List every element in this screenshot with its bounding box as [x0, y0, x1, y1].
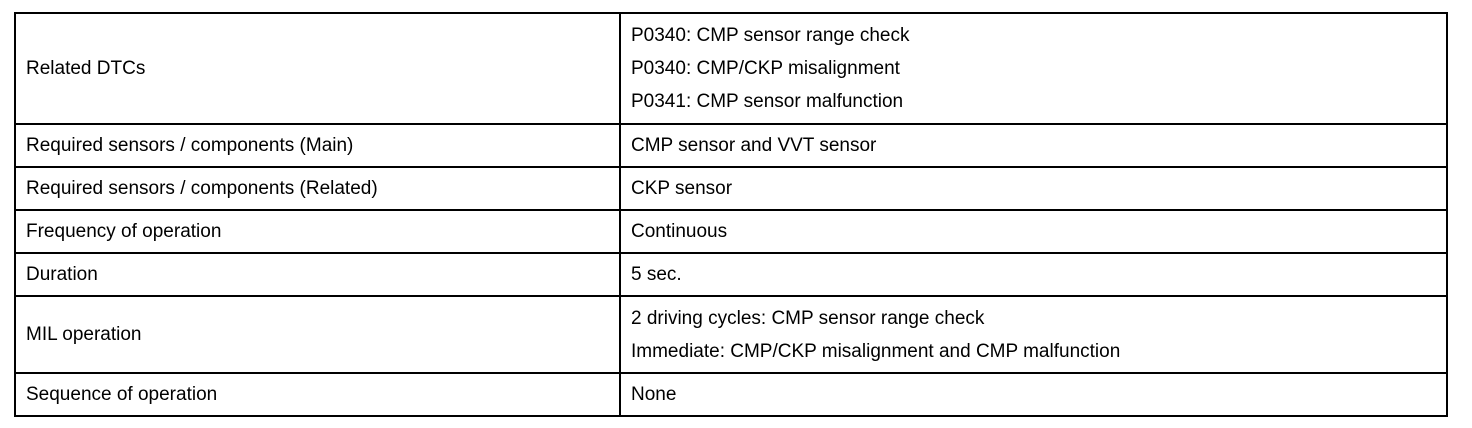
table-row	[15, 373, 1447, 416]
value-line: P0340: CMP sensor range check	[631, 25, 910, 46]
table-row	[15, 253, 1447, 296]
monitor-spec-table	[14, 12, 1448, 417]
row-value	[620, 13, 1447, 124]
value-line: None	[631, 384, 677, 405]
row-value	[620, 373, 1447, 416]
row-label: Related DTCs	[15, 13, 620, 124]
table-row	[15, 210, 1447, 253]
row-label: MIL operation	[15, 296, 620, 373]
table-row	[15, 296, 1447, 373]
row-label: Duration	[15, 253, 620, 296]
row-label: Required sensors / components (Related)	[15, 167, 620, 210]
value-line: Immediate: CMP/CKP misalignment and CMP malfunction	[631, 340, 1121, 362]
table-row	[15, 13, 1447, 124]
value-line: P0341: CMP sensor malfunction	[631, 91, 904, 112]
row-value	[620, 296, 1447, 373]
row-value	[620, 210, 1447, 253]
row-label: Required sensors / components (Main)	[15, 124, 620, 167]
row-value	[620, 167, 1447, 210]
row-label: Frequency of operation	[15, 210, 620, 253]
value-line: Continuous	[631, 221, 728, 242]
value-line: CKP sensor	[631, 178, 733, 199]
row-value	[620, 253, 1447, 296]
table-row	[15, 167, 1447, 210]
value-line: 2 driving cycles: CMP sensor range check	[631, 307, 985, 329]
row-value	[620, 124, 1447, 167]
row-label: Sequence of operation	[15, 373, 620, 416]
value-line: P0340: CMP/CKP misalignment	[631, 58, 900, 79]
value-line: CMP sensor and VVT sensor	[631, 135, 877, 156]
value-line: 5 sec.	[631, 264, 682, 285]
table-row	[15, 124, 1447, 167]
